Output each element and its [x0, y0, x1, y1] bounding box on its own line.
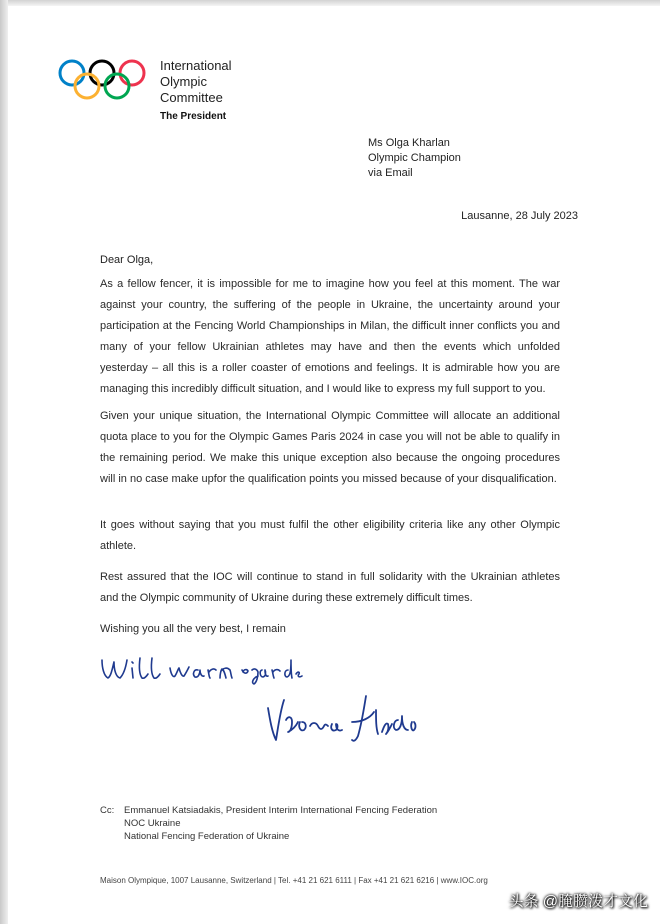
cc-label: Cc:: [100, 805, 115, 816]
paragraph-5: Wishing you all the very best, I remain: [100, 623, 286, 635]
organization-name: [160, 58, 232, 106]
cc-line-3: National Fencing Federation of Ukraine: [124, 831, 290, 842]
paragraph-3: It goes without saying that you must fulfil the other eligibility criteria like any other Olympic athlete.: [100, 519, 560, 552]
scan-edge-left: [0, 0, 8, 924]
org-line-3: Committee: [160, 90, 223, 105]
handwritten-closing: [96, 652, 306, 686]
president-title: The President: [160, 111, 227, 122]
paragraph-1: As a fellow fencer, it is impossible for me to imagine how you feel at this moment. The war against your country, the suffering of the people in Ukraine, the uncertainty around your participation at the Fencing World Championships in Milan, the difficult inner conflicts you and many of your fellow Ukrainian athletes may have and then the events which unfolded yesterday – all this is a roller coaster of emotions and feelings. It is admirable how you are managing this incredibly difficult situation, and I would like to express my full support to you.: [100, 278, 560, 395]
handwritten-signature: [262, 692, 432, 748]
letter-footer: Maison Olympique, 1007 Lausanne, Switzerland | Tel. +41 21 621 6111 | Fax +41 21 621 6216 | www.IOC.org: [100, 876, 488, 885]
cc-line-1: Emmanuel Katsiadakis, President Interim International Fencing Federation: [124, 805, 438, 816]
org-line-1: International: [160, 58, 232, 73]
recipient-block: [368, 136, 461, 181]
letter-date: Lausanne, 28 July 2023: [461, 210, 578, 222]
recipient-via: via Email: [368, 167, 413, 179]
watermark-text: 头条 @腌臜泼才文化: [508, 893, 648, 910]
org-line-2: Olympic: [160, 74, 207, 89]
cc-recipients: [124, 804, 437, 843]
olympic-rings-icon: [56, 58, 148, 102]
paragraph-2: Given your unique situation, the International Olympic Committee will allocate an additional quota place to you for the Olympic Games Paris 2024 in case you will not be able to qualify in the remaining period. We make this unique exception also because the ongoing procedures will in no case make upfor the qualification points you missed because of your disqualification.: [100, 410, 560, 485]
salutation: Dear Olga,: [100, 254, 154, 266]
scan-edge-top: [0, 0, 660, 6]
recipient-name: Ms Olga Kharlan: [368, 137, 450, 149]
recipient-title: Olympic Champion: [368, 152, 461, 164]
paragraph-4: Rest assured that the IOC will continue to stand in full solidarity with the Ukrainian athletes and the Olympic community of Ukraine during these extremely difficult times.: [100, 571, 560, 604]
cc-line-2: NOC Ukraine: [124, 818, 181, 829]
